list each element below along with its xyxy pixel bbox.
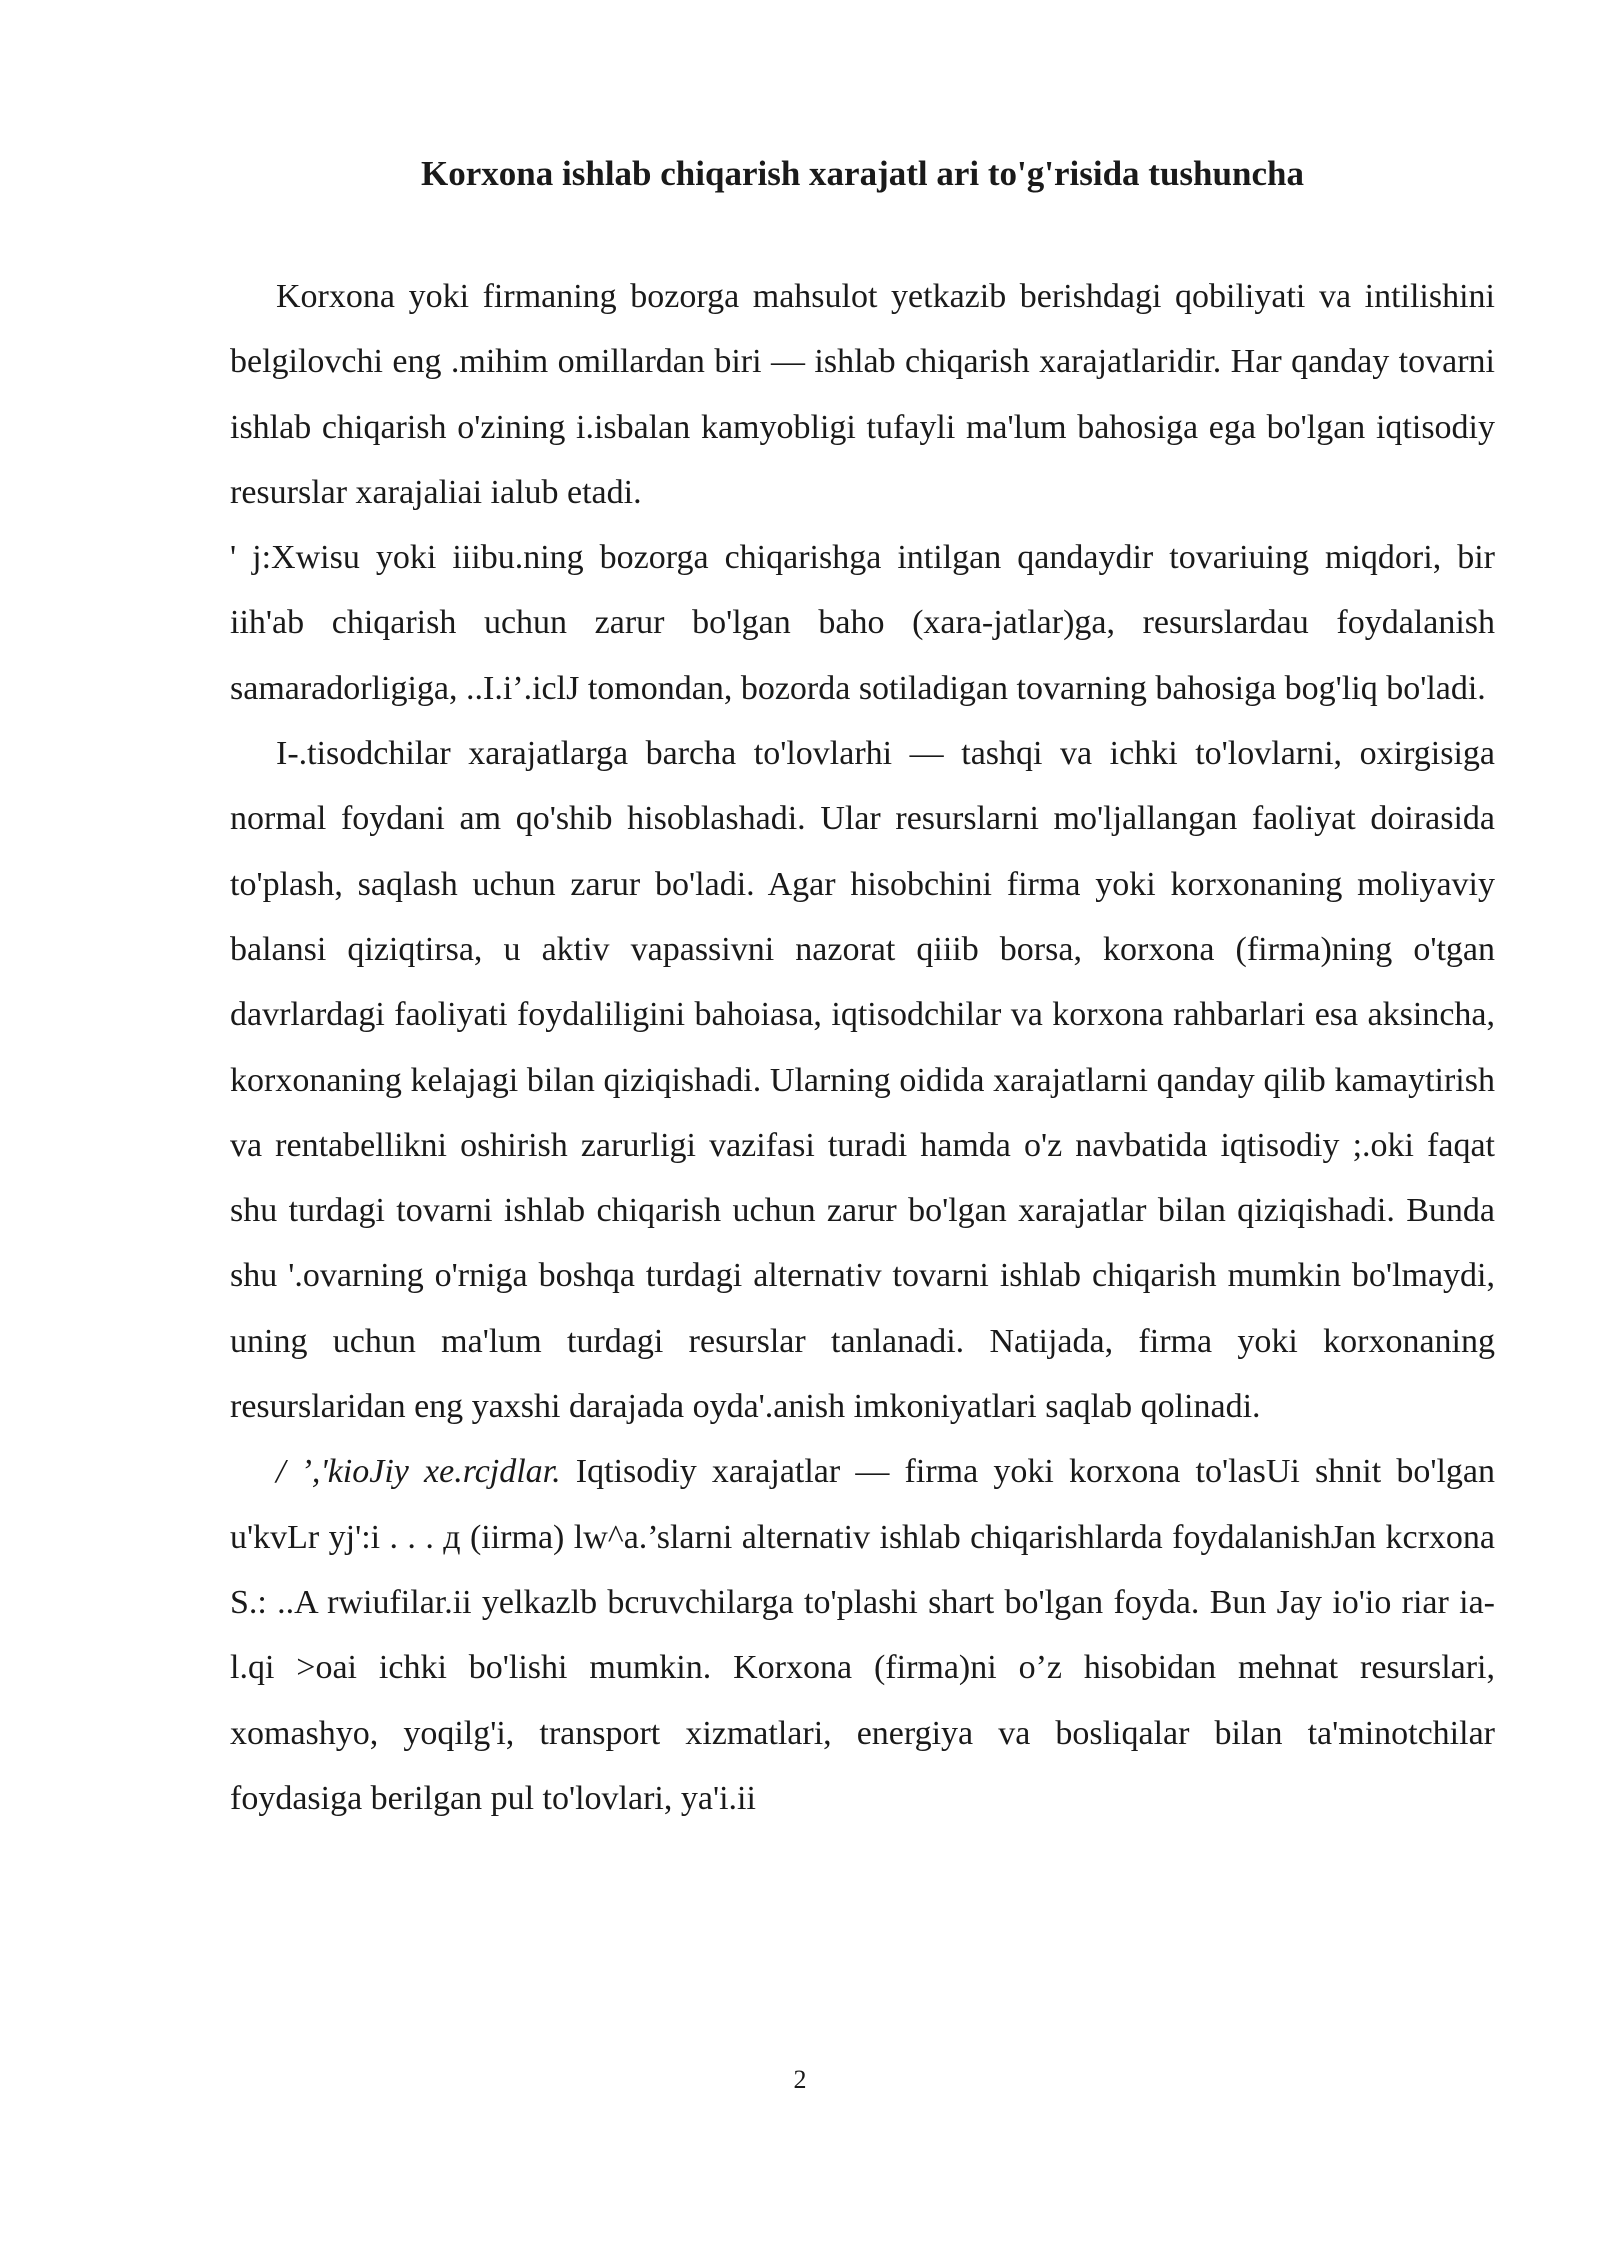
paragraph-3: I-.tisodchilar xarajatlarga barcha to'lovlarhi — tashqi va ichki to'lovlarni, oxirgisiga normal foydani am qo'shib hisoblashadi. Ular resurslarni mo'ljallangan faoliyat doirasida to'plash, saqlash uchun zarur bo'ladi. Agar hisobchini firma yoki korxonaning moliyaviy balansi qiziqtirsa, u aktiv vapassivni nazorat qiiib borsa, korxona (firma)ning o'tgan davrlardagi faoliyati foydaliligini bahoiasa, iqtisodchilar va korxona rahbarlari esa aksincha, korxonaning kelajagi bilan qiziqishadi. Ularning oidida xarajatlarni qanday qilib kamaytirish va rentabellikni oshirish zarurligi vazifasi turadi hamda o'z navbatida iqtisodiy ;.oki faqat shu turdagi tovarni ishlab chiqarish uchun zarur bo'lgan xarajatlar bilan qiziqishadi. Bunda shu '.ovarning o'rniga boshqa turdagi alternativ tovarni ishlab chiqarish mumkin bo'lmaydi, uning uchun ma'lum turdagi resurslar tanlanadi. Natijada, firma yoki korxonaning resurslaridan eng yaxshi darajada oyda'.anish imkoniyatlari saqlab qolinadi. [230, 735, 1495, 1426]
paragraph-1: Korxona yoki firmaning bozorga mahsulot yetkazib berishdagi qobiliyati va intilishini belgilovchi eng .mihim omillardan biri — ishlab chiqarish xarajatlaridir. Har qanday tovarni ishlab chiqarish o'zining i.isbalan kamyobligi tufayli ma'lum bahosiga ega bo'lgan iqtisodiy resurslar xarajaliai ialub etadi. [230, 278, 1495, 511]
paragraph-4-lead: / ’,'kioJiy xe.rcjdlar. [276, 1453, 561, 1491]
paragraph-4 [230, 1439, 1495, 1831]
paragraph-2: ' j:Xwisu yoki iiibu.ning bozorga chiqarishga intilgan qandaydir tovariuing miqdori, bir iih'ab chiqarish uchun zarur bo'lgan baho (xara-jatlar)ga, resurslardau foydalanish samaradorligiga, ..I.i’.iclJ tomondan, bozorda sotiladigan tovarning bahosiga bog'liq bo'ladi. [230, 539, 1495, 707]
page-number: 2 [793, 2065, 807, 2094]
document-page [230, 150, 1495, 1831]
paragraph-4-text: Iqtisodiy xarajatlar — firma yoki korxona to'lasUi shnit bo'lgan u'kvLr yj':i . . . д (iirma) lw^a.’slarni alternativ ishlab chiqarishlarda foydalanishJan kcrxona S.: ..A rwiufilar.ii yelkazlb bcruvchilarga to'plashi shart bo'lgan foyda. Bun Jay io'io riar ia-l.qi >oai ichki bo'lishi mumkin. Korxona (firma)ni o’z hisobidan mehnat resurslari, xomashyo, yoqilg'i, transport xizmatlari, energiya va bosliqalar bilan ta'minotchilar foydasiga berilgan pul to'lovlari, ya'i.ii [230, 1453, 1495, 1817]
document-title: Korxona ishlab chiqarish xarajatl ari to'g'risida tushuncha [421, 154, 1304, 193]
